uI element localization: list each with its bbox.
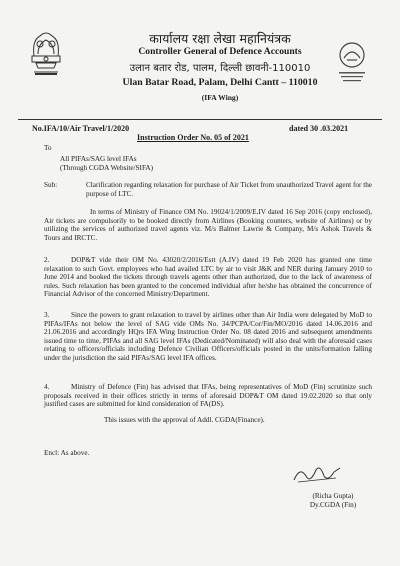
paragraph-3-text: Since the powers to grant relaxation to travel by airlines other than Air India were delegated by MoD to PIFAs/IFAs not below the level of SAG vide OMs No. 34/PCPA/Cor/Fin/MO/2016 dated 14.06.2016 and 21.06.2016 and accordingly HQrs IFA Wing Instruction Order No. 08 dated 2016 and subsequent amendments issued time to time, PIFAs and all SAG level IFAs (Dedicated/Nominated) will also deal with the aforesaid cases relating to officers/officials including Defence Civilian Officers/officials posted in the units/formation falling under the jurisdiction the said PIFAs/SAG level IFA offices.	[44, 311, 372, 362]
paragraph-2	[44, 256, 372, 299]
paragraph-4	[44, 383, 372, 409]
paragraph-2-text: DOP&T vide their OM No. 43020/2/2016/Estt (A.IV) dated 19 Feb 2020 has granted one time relaxation to such Govt. employees who had availed LTC by air to visit J&K and NER during January 2010 to June 2014 and booked the tickets through travels agents other than authorized, due to the lack of awareness of rules. Such relaxation has been granted to the concerned individual after he/she has obtained the concurrence of Financial Advisor of the concerned Ministry/Department.	[44, 256, 372, 299]
paragraph-3	[44, 311, 372, 363]
header-divider	[18, 119, 382, 120]
national-emblem-icon	[22, 26, 70, 78]
department-logo-icon	[333, 40, 371, 84]
office-address: Ulan Batar Road, Palam, Delhi Cantt – 110010	[122, 77, 318, 88]
subject-text: Clarification regarding relaxation for purchase of Air Ticket from unauthorized Travel agent for the purpose of LTC.	[86, 181, 372, 198]
paragraph-2-number: 2.	[44, 256, 50, 264]
to-label: To	[44, 144, 52, 152]
office-name-hindi: कार्यालय रक्षा लेखा महानियंत्रक	[149, 31, 291, 46]
enclosure-note: Encl: As above.	[44, 449, 90, 457]
approval-note: This issues with the approval of Addl. CGDA(Finance).	[104, 416, 265, 424]
addressee: All PIFAs/SAG level IFAs (Through CGDA Website/SIFA)	[60, 155, 153, 172]
signatory-name: (Richa Gupta)	[312, 492, 354, 500]
paragraph-3-number: 3.	[44, 311, 50, 319]
paragraph-4-text: Ministry of Defence (Fin) has advised that IFAs, being representatives of MoD (Fin) scrutinize such proposals received in their offices strictly in terms of aforesaid DOP&T OM dated 19.02.2020 so that only justified cases are submitted for kind consideration of FA(DS).	[44, 383, 372, 409]
office-address-hindi: उलान बतार रोड, पालम, दिल्ली छावनी-110010	[129, 63, 311, 74]
paragraph-4-number: 4.	[44, 383, 50, 391]
handwritten-signature	[290, 462, 344, 486]
wing-name: (IFA Wing)	[201, 93, 239, 102]
paragraph-1: In terms of Ministry of Finance OM No. 19024/1/2009/E.IV dated 16 Sep 2016 (copy enclosed), Air tickets are compulsorily to be booked directly from Airlines (Booking counters, website of Airlines) or by utilizing the services of authorized travel agents viz. M/s Balmer Lawrie & Company, M/s Ashok Travels & Tours and IRCTC.	[44, 208, 372, 242]
order-title: Instruction Order No. 05 of 2021	[137, 133, 249, 142]
subject-label: Sub:	[44, 181, 58, 189]
office-name: Controller General of Defence Accounts	[138, 46, 302, 57]
reference-date: dated 30 .03.2021	[289, 124, 349, 133]
signatory-designation: Dy.CGDA (Fin)	[309, 501, 357, 509]
reference-number: No.IFA/10/Air Travel/1/2020	[32, 124, 130, 133]
